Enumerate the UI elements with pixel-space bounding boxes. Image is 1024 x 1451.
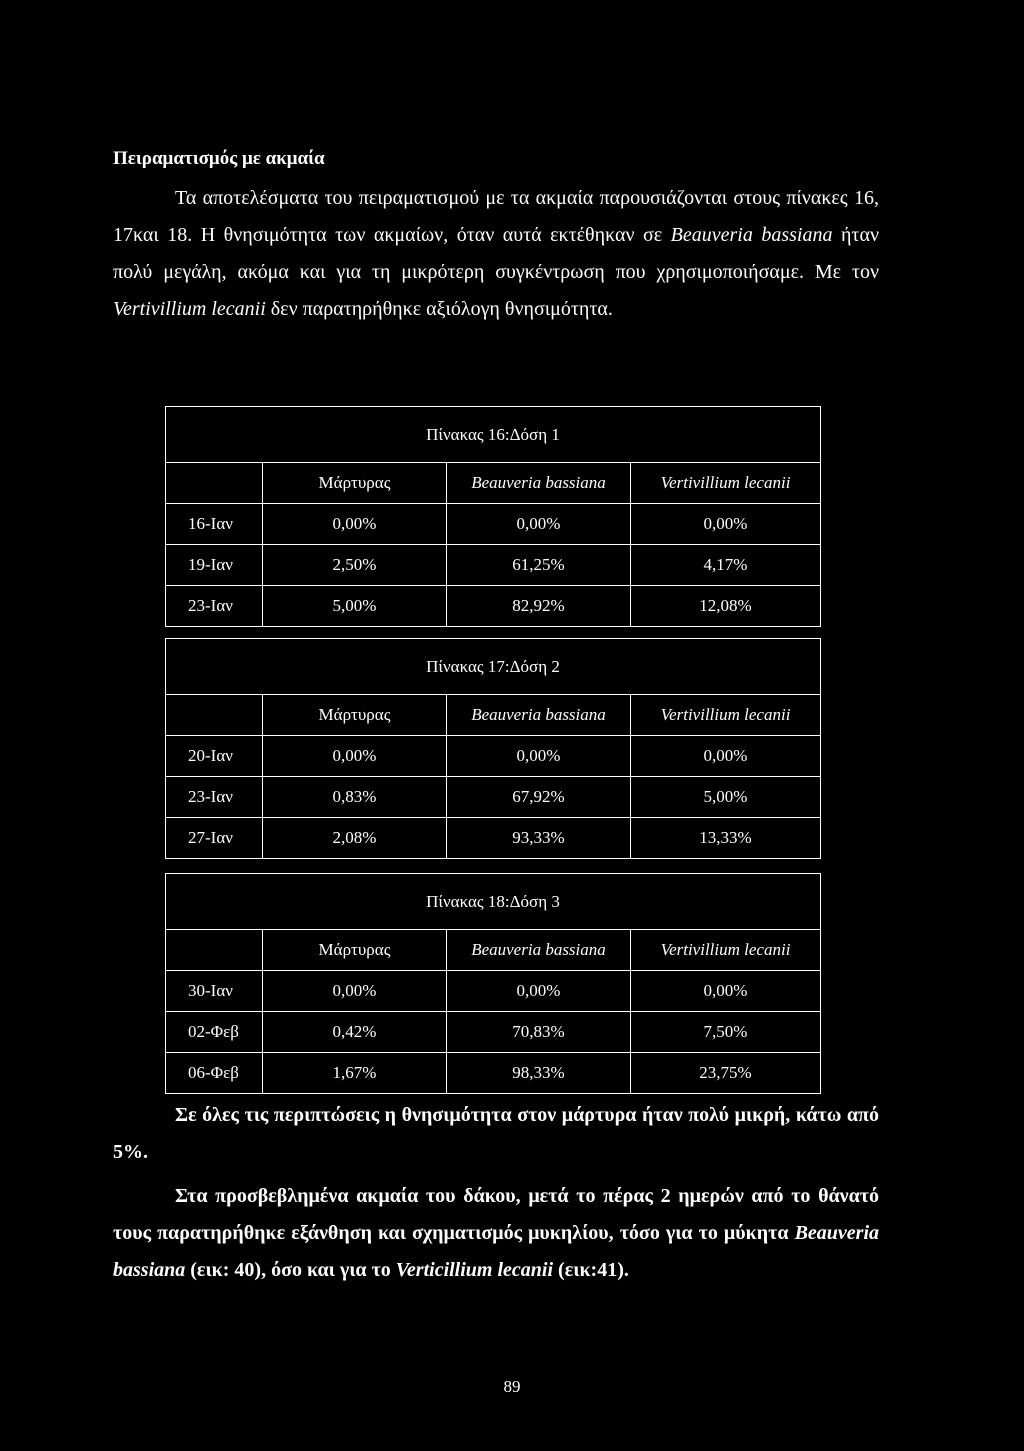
header-cell bbox=[166, 930, 263, 971]
table-row bbox=[166, 586, 821, 627]
value-cell: 0,00% bbox=[447, 736, 631, 777]
value-cell: 0,83% bbox=[263, 777, 447, 818]
date-cell: 23-Ιαν bbox=[166, 586, 263, 627]
value-cell: 12,08% bbox=[631, 586, 821, 627]
table-row bbox=[166, 818, 821, 859]
summary-paragraph: Σε όλες τις περιπτώσεις η θνησιμότητα στον μάρτυρα ήταν πολύ μικρή, κάτω από 5%. bbox=[113, 1104, 879, 1163]
value-cell: 0,00% bbox=[263, 736, 447, 777]
value-cell: 67,92% bbox=[447, 777, 631, 818]
table-17 bbox=[165, 638, 821, 859]
value-cell: 0,00% bbox=[447, 971, 631, 1012]
value-cell: 0,00% bbox=[263, 504, 447, 545]
date-cell: 20-Ιαν bbox=[166, 736, 263, 777]
header-cell: Vertivillium lecanii bbox=[631, 930, 821, 971]
table-18 bbox=[165, 873, 821, 1094]
table-caption: Πίνακας 18:Δόση 3 bbox=[166, 874, 821, 930]
value-cell: 0,00% bbox=[631, 736, 821, 777]
value-cell: 0,00% bbox=[263, 971, 447, 1012]
table-row bbox=[166, 1012, 821, 1053]
table-row bbox=[166, 545, 821, 586]
observation-text-2: (εικ: 40), όσο και για το bbox=[185, 1259, 396, 1281]
page-number: 89 bbox=[503, 1377, 521, 1396]
header-cell: Beauveria bassiana bbox=[447, 930, 631, 971]
table-16 bbox=[165, 406, 821, 627]
header-cell: Μάρτυρας bbox=[263, 463, 447, 504]
value-cell: 2,08% bbox=[263, 818, 447, 859]
header-cell bbox=[166, 695, 263, 736]
table-caption: Πίνακας 17:Δόση 2 bbox=[166, 639, 821, 695]
header-cell: Vertivillium lecanii bbox=[631, 463, 821, 504]
species-name: Vertivillium lecanii bbox=[113, 298, 266, 320]
header-cell bbox=[166, 463, 263, 504]
header-cell: Beauveria bassiana bbox=[447, 695, 631, 736]
observation-paragraph bbox=[113, 1178, 879, 1289]
observation-text-3: (εικ:41). bbox=[553, 1259, 629, 1281]
intro-text-1: Τα αποτελέσματα του πειραματισμού με τα ακμαία παρουσιάζονται στους πίνακες 16, 17και 18. Η θνησιμότητα των ακμαίων, όταν αυτά εκτέθηκαν σε bbox=[113, 187, 879, 246]
table-row bbox=[166, 971, 821, 1012]
species-name: Beauveria bassiana bbox=[670, 224, 833, 246]
table-header-row bbox=[166, 695, 821, 736]
date-cell: 23-Ιαν bbox=[166, 777, 263, 818]
value-cell: 82,92% bbox=[447, 586, 631, 627]
intro-text-3: δεν παρατηρήθηκε αξιόλογη θνησιμότητα. bbox=[265, 298, 613, 320]
header-cell: Μάρτυρας bbox=[263, 695, 447, 736]
value-cell: 61,25% bbox=[447, 545, 631, 586]
observation-text-1: Στα προσβεβλημένα ακμαία του δάκου, μετά το πέρας 2 ημερών από το θάνατό τους παρατηρήθηκε εξάνθηση και σχηματισμός μυκηλίου, τόσο για το μύκητα bbox=[113, 1185, 879, 1244]
value-cell: 23,75% bbox=[631, 1053, 821, 1094]
value-cell: 0,00% bbox=[447, 504, 631, 545]
header-cell: Beauveria bassiana bbox=[447, 463, 631, 504]
date-cell: 16-Ιαν bbox=[166, 504, 263, 545]
date-cell: 06-Φεβ bbox=[166, 1053, 263, 1094]
date-cell: 19-Ιαν bbox=[166, 545, 263, 586]
value-cell: 2,50% bbox=[263, 545, 447, 586]
value-cell: 0,42% bbox=[263, 1012, 447, 1053]
species-name: Verticillium lecanii bbox=[395, 1259, 554, 1281]
table-header-row bbox=[166, 463, 821, 504]
table-row bbox=[166, 736, 821, 777]
value-cell: 93,33% bbox=[447, 818, 631, 859]
table-row bbox=[166, 504, 821, 545]
value-cell: 7,50% bbox=[631, 1012, 821, 1053]
intro-paragraph bbox=[113, 180, 879, 328]
value-cell: 1,67% bbox=[263, 1053, 447, 1094]
table-header-row bbox=[166, 930, 821, 971]
section-heading: Πειραματισμός με ακμαία bbox=[113, 148, 325, 169]
value-cell: 5,00% bbox=[263, 586, 447, 627]
date-cell: 30-Ιαν bbox=[166, 971, 263, 1012]
table-row bbox=[166, 777, 821, 818]
date-cell: 02-Φεβ bbox=[166, 1012, 263, 1053]
species-name: Beauveria bassiana bbox=[113, 1222, 879, 1281]
value-cell: 4,17% bbox=[631, 545, 821, 586]
header-cell: Vertivillium lecanii bbox=[631, 695, 821, 736]
value-cell: 0,00% bbox=[631, 971, 821, 1012]
value-cell: 98,33% bbox=[447, 1053, 631, 1094]
value-cell: 13,33% bbox=[631, 818, 821, 859]
value-cell: 5,00% bbox=[631, 777, 821, 818]
value-cell: 0,00% bbox=[631, 504, 821, 545]
value-cell: 70,83% bbox=[447, 1012, 631, 1053]
intro-text-2: ήταν πολύ μεγάλη, ακόμα και για τη μικρότερη συγκέντρωση που χρησιμοποιήσαμε. Με τον bbox=[113, 224, 879, 283]
date-cell: 27-Ιαν bbox=[166, 818, 263, 859]
table-row bbox=[166, 1053, 821, 1094]
table-caption: Πίνακας 16:Δόση 1 bbox=[166, 407, 821, 463]
header-cell: Μάρτυρας bbox=[263, 930, 447, 971]
